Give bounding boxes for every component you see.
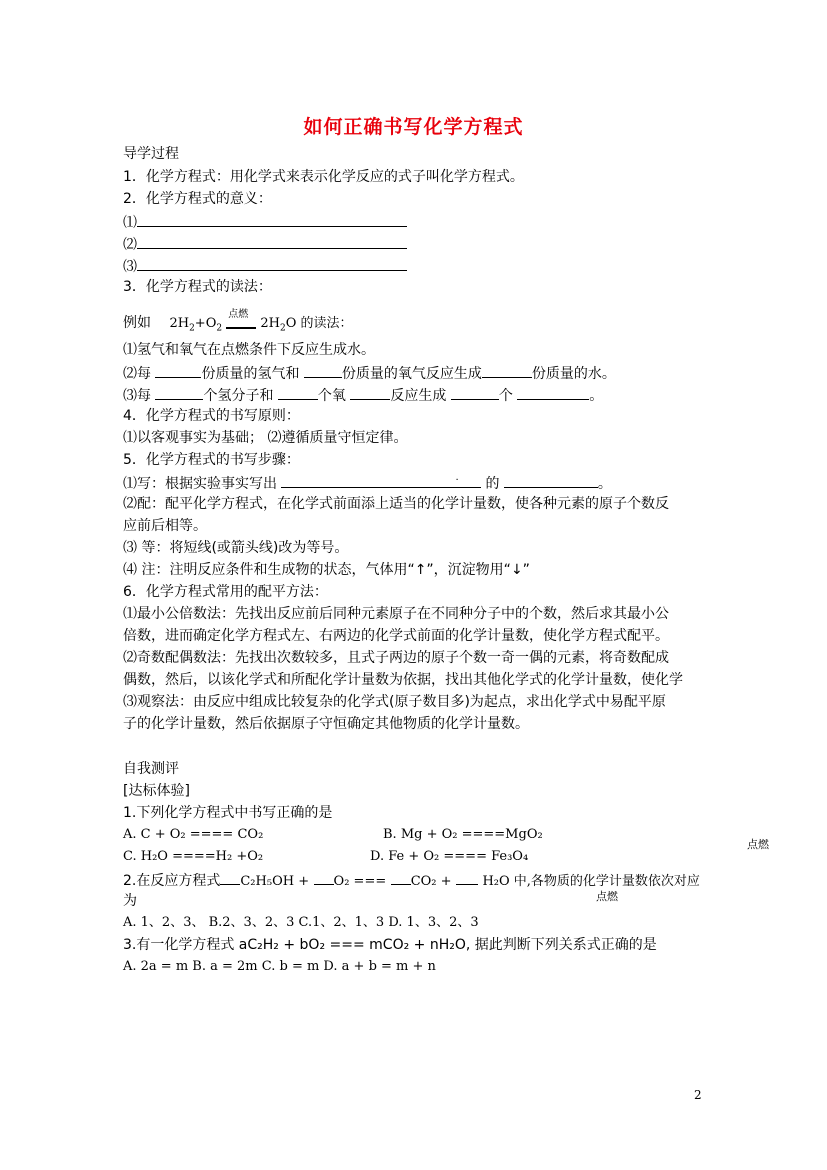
step-3: ⑶ 等：将短线(或箭头线)改为等号。: [123, 540, 349, 556]
section-heading: 导学过程: [123, 146, 179, 162]
question-2-line-1: 2.在反应方程式 C₂H₅OH + O₂ === CO₂ + H₂O 中,各物质的化学计量数依次对应: [123, 870, 700, 891]
question-2-line-2: 为: [123, 893, 137, 909]
question-3: 3.有一化学方程式 aC₂H₂ + bO₂ === mCO₂ + nH₂O, 据此判断下列关系式正确的是: [123, 937, 657, 953]
item-6: 6．化学方程式常用的配平方法：: [123, 584, 328, 600]
step-1: ⑴写：根据实验事实写出 . 的 。: [123, 472, 612, 492]
page-number: 2: [694, 1088, 702, 1102]
method-1-line-2: 倍数，进而确定化学方程式左、右两边的化学式前面的化学计量数，使化学方程式配平。: [123, 628, 669, 644]
example-line: 例如 $2H_2+O_2$ 点燃 $2H_2O$ 的读法：: [123, 314, 353, 338]
step-2-line-2: 应前后相等。: [123, 518, 207, 534]
step-2-line-1: ⑵配：配平化学方程式，在化学式前面添上适当的化学计量数，使各种元素的原子个数反: [123, 496, 669, 512]
section-heading-2: 自我测评: [123, 761, 179, 777]
reading-2: ⑵每 份质量的氢气和 份质量的氧气反应生成 份质量的水。: [123, 363, 616, 383]
blank-line-2: ⑵: [123, 234, 407, 254]
question-1-option-c: C. H₂O ====H₂ +O₂: [123, 849, 264, 864]
question-1-option-b: B. Mg + O₂ ====MgO₂: [383, 827, 543, 842]
question-2-options: A. 1、2、3、 B.2、3、2、3 C.1、2、1、3 D. 1、3、2、3: [123, 915, 479, 930]
section-subheading: [达标体验]: [123, 783, 190, 799]
item-1: 1．化学方程式：用化学式来表示化学反应的式子叫化学方程式。: [123, 169, 524, 185]
item-5: 5．化学方程式的书写步骤：: [123, 452, 300, 468]
page-title: 如何正确书写化学方程式: [303, 116, 524, 138]
blank-line-3: ⑶: [123, 256, 407, 276]
question-3-options: A. 2a = m B. a = 2m C. b = m D. a + b = m + n: [123, 959, 436, 974]
item-2: 2．化学方程式的意义：: [123, 191, 272, 207]
item-4: 4．化学方程式的书写原则：: [123, 408, 300, 424]
reading-1: ⑴氢气和氧气在点燃条件下反应生成水。: [123, 342, 375, 358]
method-3-line-2: 子的化学计量数，然后依据原子守恒确定其他物质的化学计量数。: [123, 716, 529, 732]
reading-3: ⑶每 个氢分子和 个氧 反应生成 个 。: [123, 385, 603, 405]
question-1: 1.下列化学方程式中书写正确的是: [123, 805, 333, 821]
question-1-option-d: D. Fe + O₂ ==== Fe₃O₄: [370, 849, 529, 864]
step-4: ⑷ 注：注明反应条件和生成物的状态，气体用“↑”，沉淀物用“↓”: [123, 562, 530, 578]
method-2-line-2: 偶数，然后，以该化学式和所配化学计量数为依据，找出其他化学式的化学计量数，使化学: [123, 672, 683, 688]
condition-label: 点燃: [596, 890, 618, 903]
condition-label: 点燃: [228, 309, 249, 320]
method-3-line-1: ⑶观察法：由反应中组成比较复杂的化学式(原子数目多)为起点，求出化学式中易配平原: [123, 694, 666, 710]
method-2-line-1: ⑵奇数配偶数法：先找出次数较多，且式子两边的原子个数一奇一偶的元素，将奇数配成: [123, 650, 669, 666]
question-1-option-a: A. C + O₂ ==== CO₂: [123, 827, 264, 842]
method-1-line-1: ⑴最小公倍数法：先找出反应前后同种元素原子在不同种分子中的个数，然后求其最小公: [123, 606, 669, 622]
item-3: 3．化学方程式的读法：: [123, 279, 272, 295]
item-4-detail: ⑴以客观事实为基础； ⑵遵循质量守恒定律。: [123, 430, 408, 446]
blank-line-1: ⑴: [123, 212, 407, 232]
condition-label: 点燃: [747, 838, 769, 851]
